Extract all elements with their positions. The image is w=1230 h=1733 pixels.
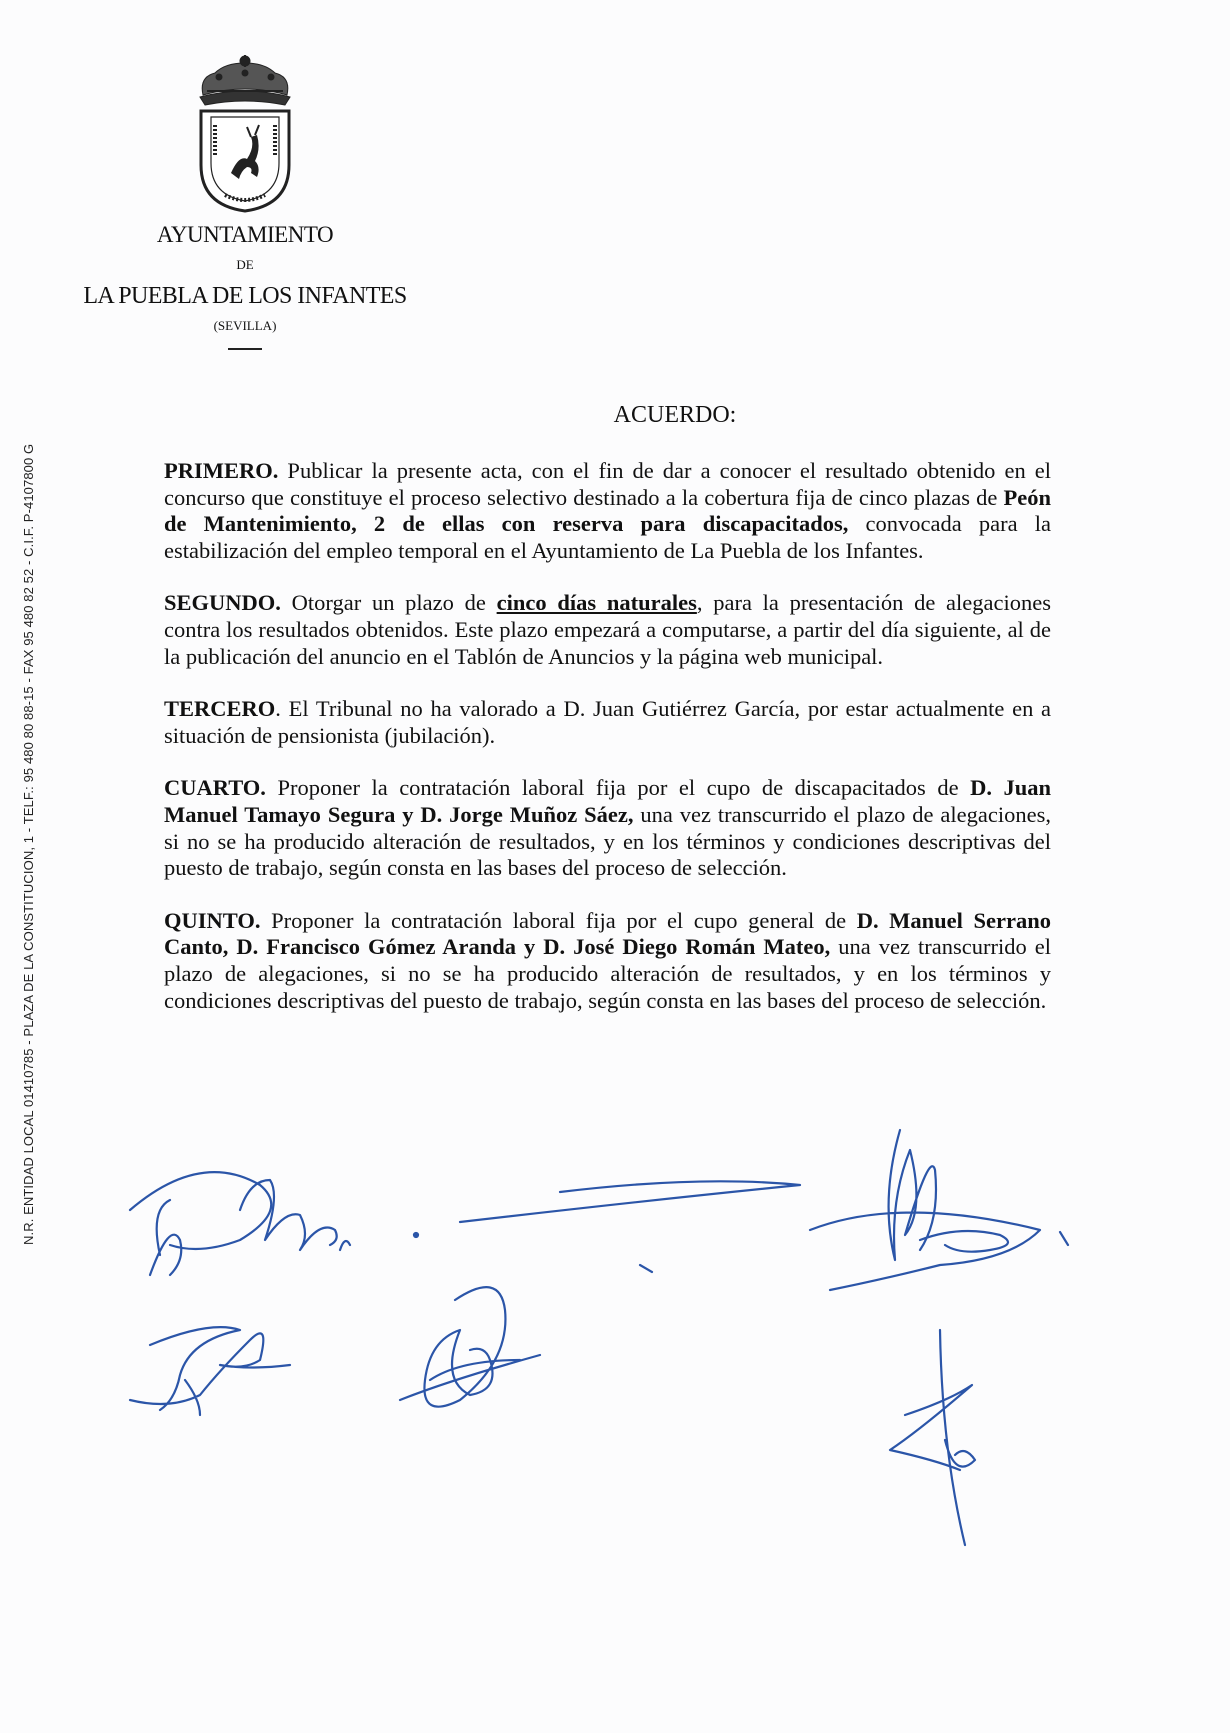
document-body [164,458,1051,1040]
paragraph-text: , para la presentación de alegaciones contra los resultados obtenidos. Este plazo empezará a computarse, a partir del día siguiente, al de la publicación del anuncio en el Tablón de Anuncios y la página web municipal. [164,590,1051,669]
signature-2 [460,1181,800,1272]
institution-de: DE [236,257,254,272]
institution-name: AYUNTAMIENTO [156,222,334,247]
header-divider [228,348,262,350]
side-margin-address: N.R. ENTIDAD LOCAL 01410785 - PLAZA DE LA CONSTITUCION, 1 - TELF.: 95 480 80 88-15 - FAX 95 480 82 52 - C.I.F. P-4107800 G [21,443,36,1245]
institution-province: (SEVILLA) [213,318,277,333]
paragraph-text: Proponer la contratación laboral fija por el cupo general de [260,907,857,933]
signature-6 [890,1330,975,1545]
paragraph-cuarto [164,775,1051,881]
paragraph-text: Proponer la contratación laboral fija por el cupo de discapacitados de [265,775,971,801]
paragraph-text: una vez transcurrido el plazo de alegaciones, si no se ha producido alteración de resultados, y en los términos y condiciones descriptivas del puesto de trabajo, según consta en las bases del proceso de selección. [164,934,1051,1013]
signature-4 [130,1327,290,1415]
paragraph-label: SEGUNDO. [164,590,281,616]
paragraph-text: una vez transcurrido el plazo de alegaciones, si no se ha producido alteración de resultados, y en los términos y condiciones descriptivas del puesto de trabajo, según consta en las bases del proceso de selección. [164,801,1051,881]
paragraph-tercero [164,696,1051,749]
institution-town: LA PUEBLA DE LOS INFANTES [83,283,407,309]
signature-5 [400,1287,540,1407]
paragraph-bold-underlined: cinco días naturales [496,590,697,616]
paragraph-bold: D. Manuel Serrano Canto, D. Francisco Gómez Aranda y D. José Diego Román Mateo, [164,907,1051,960]
paragraph-segundo [164,590,1051,670]
paragraph-label: CUARTO. [164,775,266,801]
document-heading [0,402,1230,429]
paragraph-label: QUINTO. [164,907,261,933]
paragraph-bold: D. Juan Manuel Tamayo Segura y D. Jorge Muñoz Sáez, [164,775,1051,827]
paragraph-bold: Peón de Mantenimiento, 2 de ellas con reserva para discapacitados, [164,484,1051,537]
signature-3 [810,1130,1068,1290]
paragraph-quinto [164,908,1051,1014]
paragraph-label: TERCERO [164,696,276,722]
heading-text: ACUERDO: [613,402,737,428]
paragraph-text: convocada para la estabilización del empleo temporal en el Ayuntamiento de La Puebla de los Infantes. [164,511,1051,563]
signature-1 [130,1172,350,1275]
paragraph-primero [164,458,1051,564]
paragraph-text: Publicar la presente acta, con el fin de dar a conocer el resultado obtenido en el concurso que constituye el proceso selectivo destinado a la cobertura fija de cinco plazas de [164,458,1051,510]
paragraph-text: Otorgar un plazo de [280,590,497,616]
paragraph-label: PRIMERO. [164,458,279,483]
municipal-crest-emblem [185,55,305,215]
paragraph-text: . El Tribunal no ha valorado a D. Juan Gutiérrez García, por estar actualmente en a situación de pensionista (jubilación). [164,696,1051,748]
